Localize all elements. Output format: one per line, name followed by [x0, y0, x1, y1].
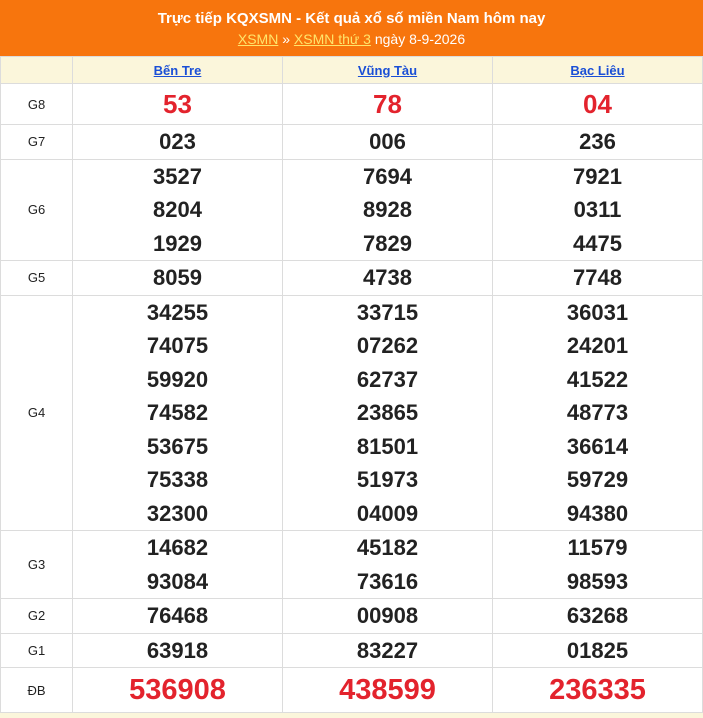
- prize-number: 75338: [146, 467, 209, 492]
- prize-number: 236335: [549, 674, 646, 706]
- prize-label: G2: [1, 599, 73, 634]
- prize-number: 34255: [146, 299, 209, 325]
- prize-number: 7748: [573, 265, 622, 290]
- prize-cell: [73, 599, 283, 634]
- prize-label: G7: [1, 125, 73, 160]
- prize-number: 33715: [356, 299, 419, 325]
- prize-number: 11579: [567, 535, 628, 560]
- prize-row: [1, 84, 703, 125]
- breadcrumb-xsmn-link[interactable]: XSMN: [237, 31, 279, 47]
- results-header: [0, 0, 703, 56]
- prize-number: 78: [373, 89, 402, 119]
- prize-number: 53675: [146, 433, 209, 459]
- prize-cell: [283, 261, 493, 296]
- prize-cell: [73, 295, 283, 531]
- prize-number: 59920: [146, 366, 209, 392]
- prize-row: [1, 159, 703, 261]
- prize-number: 74075: [146, 333, 209, 358]
- prize-number: 51973: [356, 467, 419, 492]
- prize-number: 59729: [566, 467, 629, 492]
- province-link-bac-lieu[interactable]: Bạc Liêu: [570, 62, 625, 78]
- prize-number: 438599: [339, 674, 436, 706]
- prize-cell: [493, 295, 703, 531]
- results-table: [0, 56, 703, 713]
- prize-number: 98593: [566, 568, 629, 594]
- prize-number: 8204: [153, 197, 202, 222]
- province-header-bac-lieu: [493, 57, 703, 84]
- prize-number: 63268: [566, 603, 629, 628]
- prize-cell: [73, 159, 283, 261]
- prize-number: 07262: [356, 333, 419, 358]
- prize-cell: [493, 261, 703, 296]
- prize-column-header: [1, 57, 73, 84]
- prize-cell: [493, 633, 703, 668]
- breadcrumb-separator: »: [282, 31, 290, 47]
- prize-cell: [283, 295, 493, 531]
- prize-number: 81501: [356, 433, 419, 459]
- prize-number: 45182: [356, 535, 419, 560]
- prize-row: [1, 295, 703, 531]
- prize-row: [1, 261, 703, 296]
- prize-number: 94380: [566, 500, 629, 526]
- prize-cell: [283, 159, 493, 261]
- prize-cell: [493, 125, 703, 160]
- province-header-row: [1, 57, 703, 84]
- prize-label: G3: [1, 531, 73, 599]
- prize-cell: [493, 599, 703, 634]
- prize-number: 41522: [566, 366, 629, 392]
- prize-number: 36614: [566, 433, 629, 459]
- prize-number: 76468: [146, 603, 209, 628]
- page-title: Trực tiếp KQXSMN - Kết quả xổ số miền Nam hôm nay: [157, 10, 546, 27]
- prize-number: 023: [159, 129, 196, 154]
- breadcrumb-xsmn-thu3-link[interactable]: XSMN thứ 3: [293, 31, 371, 47]
- prize-cell: [73, 531, 283, 599]
- prize-row: [1, 668, 703, 713]
- prize-number: 8928: [363, 197, 412, 222]
- prize-cell: [493, 84, 703, 125]
- prize-number: 236: [579, 129, 616, 154]
- prize-number: 93084: [146, 568, 209, 594]
- prize-cell: [73, 668, 283, 713]
- prize-cell: [283, 84, 493, 125]
- prize-number: 23865: [356, 400, 419, 425]
- prize-number: 536908: [129, 674, 226, 706]
- prize-cell: [283, 633, 493, 668]
- prize-number: 83227: [356, 637, 419, 663]
- prize-number: 7921: [573, 163, 622, 189]
- prize-number: 4475: [573, 230, 622, 256]
- province-header-vung-tau: [283, 57, 493, 84]
- prize-number: 63918: [146, 637, 209, 663]
- prize-number: 3527: [153, 163, 202, 189]
- prize-cell: [283, 531, 493, 599]
- prize-number: 8059: [153, 265, 202, 290]
- table-footer-strip: [0, 713, 703, 718]
- prize-number: 0311: [573, 197, 622, 222]
- prize-label: G8: [1, 84, 73, 125]
- prize-label: ĐB: [1, 668, 73, 713]
- prize-label: G6: [1, 159, 73, 261]
- prize-number: 04009: [356, 500, 419, 526]
- prize-number: 7694: [363, 163, 412, 189]
- prize-number: 4738: [363, 265, 412, 290]
- prize-cell: [283, 668, 493, 713]
- prize-number: 006: [369, 129, 406, 154]
- prize-cell: [73, 84, 283, 125]
- prize-cell: [73, 261, 283, 296]
- prize-cell: [493, 159, 703, 261]
- province-header-ben-tre: [73, 57, 283, 84]
- prize-label: G5: [1, 261, 73, 296]
- draw-date: ngày 8-9-2026: [374, 31, 466, 47]
- prize-row: [1, 531, 703, 599]
- prize-number: 7829: [363, 230, 412, 256]
- prize-cell: [283, 125, 493, 160]
- prize-number: 73616: [356, 568, 419, 594]
- breadcrumb: [0, 29, 703, 49]
- province-link-ben-tre[interactable]: Bến Tre: [153, 62, 202, 78]
- prize-row: [1, 125, 703, 160]
- prize-cell: [493, 668, 703, 713]
- prize-number: 62737: [356, 366, 419, 392]
- prize-number: 32300: [146, 500, 209, 526]
- prize-number: 24201: [566, 333, 629, 358]
- prize-number: 48773: [566, 400, 629, 425]
- prize-number: 14682: [146, 535, 209, 560]
- prize-number: 04: [583, 89, 612, 119]
- prize-row: [1, 599, 703, 634]
- prize-number: 74582: [146, 400, 209, 425]
- prize-number: 00908: [356, 603, 419, 628]
- prize-cell: [73, 125, 283, 160]
- prize-cell: [493, 531, 703, 599]
- prize-rows: [1, 84, 703, 713]
- province-link-vung-tau[interactable]: Vũng Tàu: [357, 62, 418, 78]
- prize-label: G4: [1, 295, 73, 531]
- prize-number: 53: [163, 89, 192, 119]
- prize-number: 36031: [566, 299, 629, 325]
- prize-cell: [73, 633, 283, 668]
- prize-number: 1929: [153, 230, 202, 256]
- prize-cell: [283, 599, 493, 634]
- prize-row: [1, 633, 703, 668]
- prize-label: G1: [1, 633, 73, 668]
- prize-number: 01825: [566, 637, 629, 663]
